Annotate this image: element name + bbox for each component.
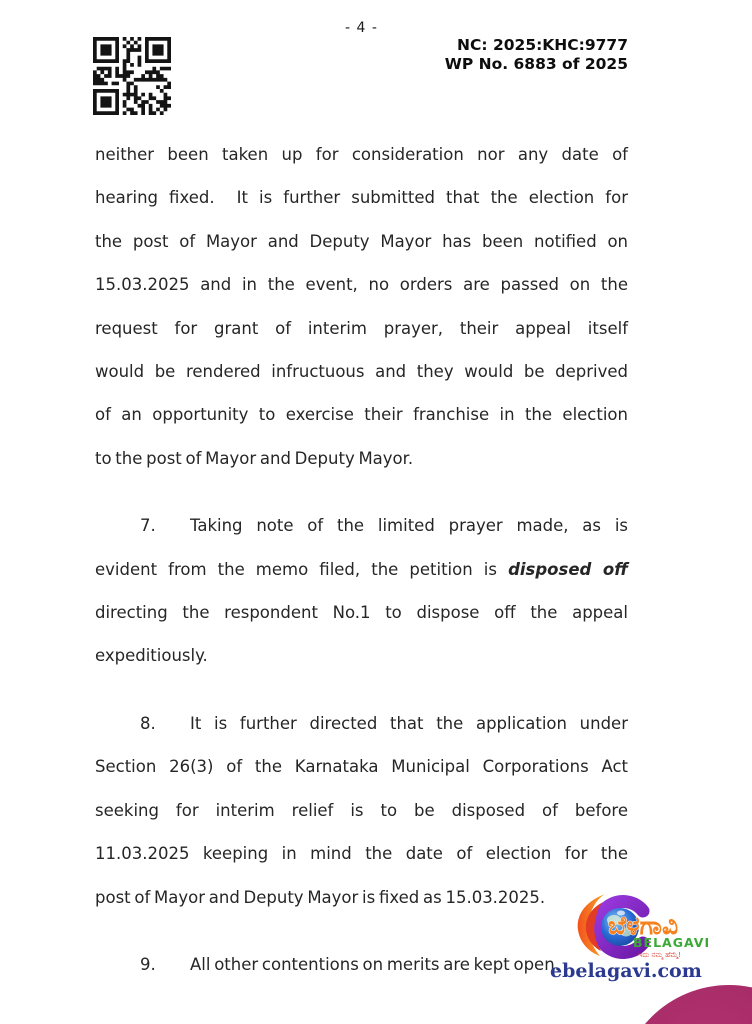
text-line: 8. It is further directed that the application under <box>140 713 628 733</box>
text-line: would be rendered infructuous and they would be deprived <box>95 362 628 382</box>
para-7 <box>95 504 628 678</box>
wp-number: WP No. 6883 of 2025 <box>444 54 628 73</box>
text-line: 9. All other contentions on merits are kept open. <box>140 954 560 974</box>
text-line: request for grant of interim prayer, their appeal itself <box>95 318 628 338</box>
text-line: 7. Taking note of the limited prayer made, as is <box>140 516 628 536</box>
ebelagavi-logo <box>572 886 712 964</box>
nc-number: NC: 2025:KHC:9777 <box>457 36 628 54</box>
text-line: expeditiously. <box>95 646 208 666</box>
text-line: Section 26(3) of the Karnataka Municipal Corporations Act <box>95 757 628 777</box>
para-9 <box>95 943 628 986</box>
corner-circle-decoration <box>619 985 752 1024</box>
para-8 <box>95 702 628 919</box>
logo-tagline: ಇದು ನಮ್ಮ ಹೆಮ್ಮೆ! <box>638 951 682 959</box>
logo-kannada-title: ಬೆಳಗಾವಿ <box>608 911 679 940</box>
text-line: the post of Mayor and Deputy Mayor has been notified on <box>95 231 628 251</box>
logo-english-title: BELAGAVI <box>633 935 711 950</box>
page-number: - 4 - <box>345 20 378 36</box>
text-line: 11.03.2025 keeping in mind the date of election for the <box>95 844 628 864</box>
text-line: hearing fixed. It is further submitted that the election for <box>95 188 628 208</box>
website-url: ebelagavi.com <box>550 960 702 982</box>
text-line: post of Mayor and Deputy Mayor is fixed as 15.03.2025. <box>95 887 546 907</box>
text-line: neither been taken up for consideration nor any date of <box>95 145 628 164</box>
text-line: to the post of Mayor and Deputy Mayor. <box>95 448 414 468</box>
text-line: evident from the memo filed, the petition is disposed off <box>95 559 629 579</box>
qr-code <box>93 37 171 115</box>
text-line: seeking for interim relief is to be disposed of before <box>95 800 628 820</box>
text-line: of an opportunity to exercise their franchise in the election <box>95 405 628 425</box>
text-line: directing the respondent No.1 to dispose off the appeal <box>95 603 628 623</box>
document-body <box>95 133 628 986</box>
text-line: 15.03.2025 and in the event, no orders are passed on the <box>95 275 628 295</box>
para-6-continuation <box>95 133 628 480</box>
case-header <box>445 36 628 73</box>
